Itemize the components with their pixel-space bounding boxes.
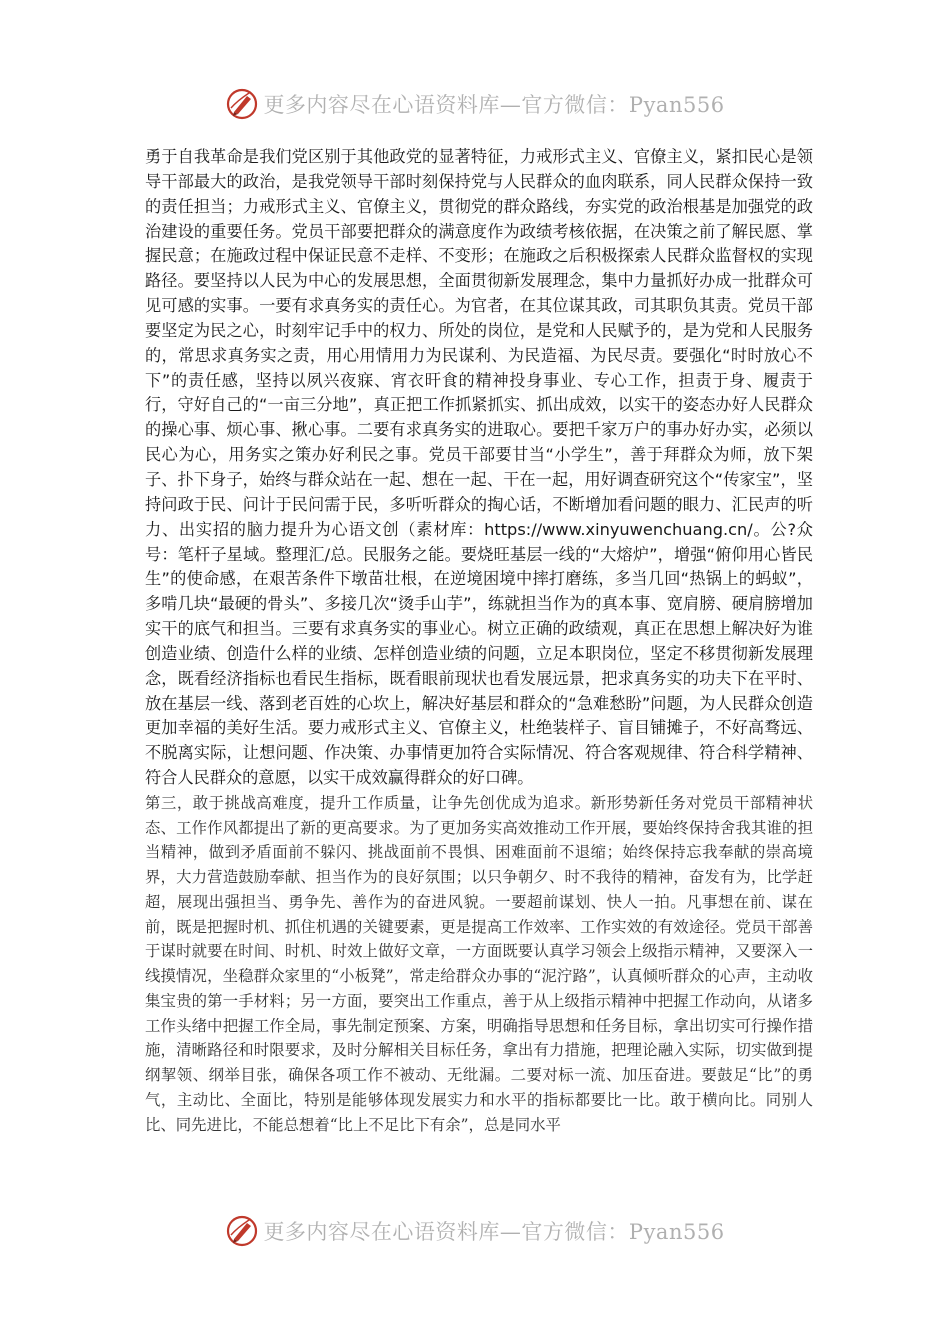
footer-watermark-banner [0, 1209, 950, 1253]
header-banner-text: 更多内容尽在心语资料库—官方微信：Pyan556 [263, 93, 725, 117]
pen-logo-icon [225, 87, 259, 121]
header-watermark-banner [0, 82, 950, 126]
footer-banner-text: 更多内容尽在心语资料库—官方微信：Pyan556 [263, 1220, 725, 1244]
body-paragraph-1: 勇于自我革命是我们党区别于其他政党的显著特征，力戒形式主义、官僚主义，紧扣民心是领导干部最大的政治，是我党领导干部时刻保持党与人民群众的血肉联系，同人民群众保持一致的责任担当；力戒形式主义、官僚主义，贯彻党的群众路线，夯实党的政治根基是加强党的政治建设的重要任务。党员干部要把群众的满意度作为政绩考核依据，在决策之前了解民愿、掌握民意；在施政过程中保证民意不走样、不变形；在施政之后积极探索人民群众监督权的实现路径。要坚持以人民为中心的发展思想，全面贯彻新发展理念，集中力量抓好办成一批群众可见可感的实事。一要有求真务实的责任心。为官者，在其位谋其政，司其职负其责。党员干部要坚定为民之心，时刻牢记手中的权力、所处的岗位，是党和人民赋予的，是为党和人民服务的，常思求真务实之责，用心用情用力为民谋利、为民造福、为民尽责。要强化“时时放心不下”的责任感，坚持以夙兴夜寐、宵衣旰食的精神投身事业、专心工作，担责于身、履责于行，守好自己的“一亩三分地”，真正把工作抓紧抓实、抓出成效，以实干的姿态办好人民群众的操心事、烦心事、揪心事。二要有求真务实的进取心。要把千家万户的事办好办实，必须以民心为心，用务实之策办好利民之事。党员干部要甘当“小学生”，善于拜群众为师，放下架子、扑下身子，始终与群众站在一起、想在一起、干在一起，用好调查研究这个“传家宝”，坚持问政于民、问计于民问需于民，多听听群众的掏心话，不断增加看问题的眼力、汇民声的听力、出实招的脑力提升为心语文创（素材库：https://www.xinyuwenchuang.cn/。公?众号：笔杆子星域。整理汇/总。民服务之能。要烧旺基层一线的“大熔炉”，增强“俯仰用心皆民生”的使命感，在艰苦条件下墩苗壮根，在逆境困境中摔打磨练，多当几回“热锅上的蚂蚁”，多啃几块“最硬的骨头”、多接几次“烫手山芋”，练就担当作为的真本事、宽肩膀、硬肩膀增加实干的底气和担当。三要有求真务实的事业心。树立正确的政绩观，真正在思想上解决好为谁创造业绩、创造什么样的业绩、怎样创造业绩的问题，立足本职岗位，坚定不移贯彻新发展理念，既看经济指标也看民生指标，既看眼前现状也看发展远景，把求真务实的功夫下在平时、放在基层一线、落到老百姓的心坎上，解决好基层和群众的“急难愁盼”问题，为人民群众创造更加幸福的美好生活。要力戒形式主义、官僚主义，杜绝装样子、盲目铺摊子，不好高骛远、不脱离实际，让想问题、作决策、办事情更加符合实际情况、符合客观规律、符合科学精神、符合人民群众的意愿，以实干成效赢得群众的好口碑。 [145, 147, 813, 788]
pen-logo-icon [225, 1214, 259, 1248]
document-body [145, 145, 813, 1137]
body-paragraph-2: 第三，敢于挑战高难度，提升工作质量，让争先创优成为追求。新形势新任务对党员干部精神状态、工作作风都提出了新的更高要求。为了更加务实高效推动工作开展，要始终保持舍我其谁的担当精神，做到矛盾面前不躲闪、挑战面前不畏惧、困难面前不退缩；始终保持忘我奉献的崇高境界，大力营造鼓励奉献、担当作为的良好氛围；以只争朝夕、时不我待的精神，奋发有为，比学赶超，展现出强担当、勇争先、善作为的奋进风貌。一要超前谋划、快人一拍。凡事想在前、谋在前，既是把握时机、抓住机遇的关键要素，更是提高工作效率、工作实效的有效途径。党员干部善于谋时就要在时间、时机、时效上做好文章，一方面既要认真学习领会上级指示精神，又要深入一线摸情况，坐稳群众家里的“小板凳”，常走给群众办事的“泥泞路”，认真倾听群众的心声，主动收集宝贵的第一手材料；另一方面，要突出工作重点，善于从上级指示精神中把握工作动向，从诸多工作头绪中把握工作全局，事先制定预案、方案，明确指导思想和任务目标，拿出切实可行操作措施，清晰路径和时限要求，及时分解相关目标任务，拿出有力措施，把理论融入实际，切实做到提纲挈领、纲举目张，确保各项工作不被动、无纰漏。二要对标一流、加压奋进。要鼓足“比”的勇气，主动比、全面比，特别是能够体现发展实力和水平的指标都要比一比。敢于横向比。同别人比、同先进比，不能总想着“比上不足比下有余”，总是同水平 [145, 793, 813, 1134]
